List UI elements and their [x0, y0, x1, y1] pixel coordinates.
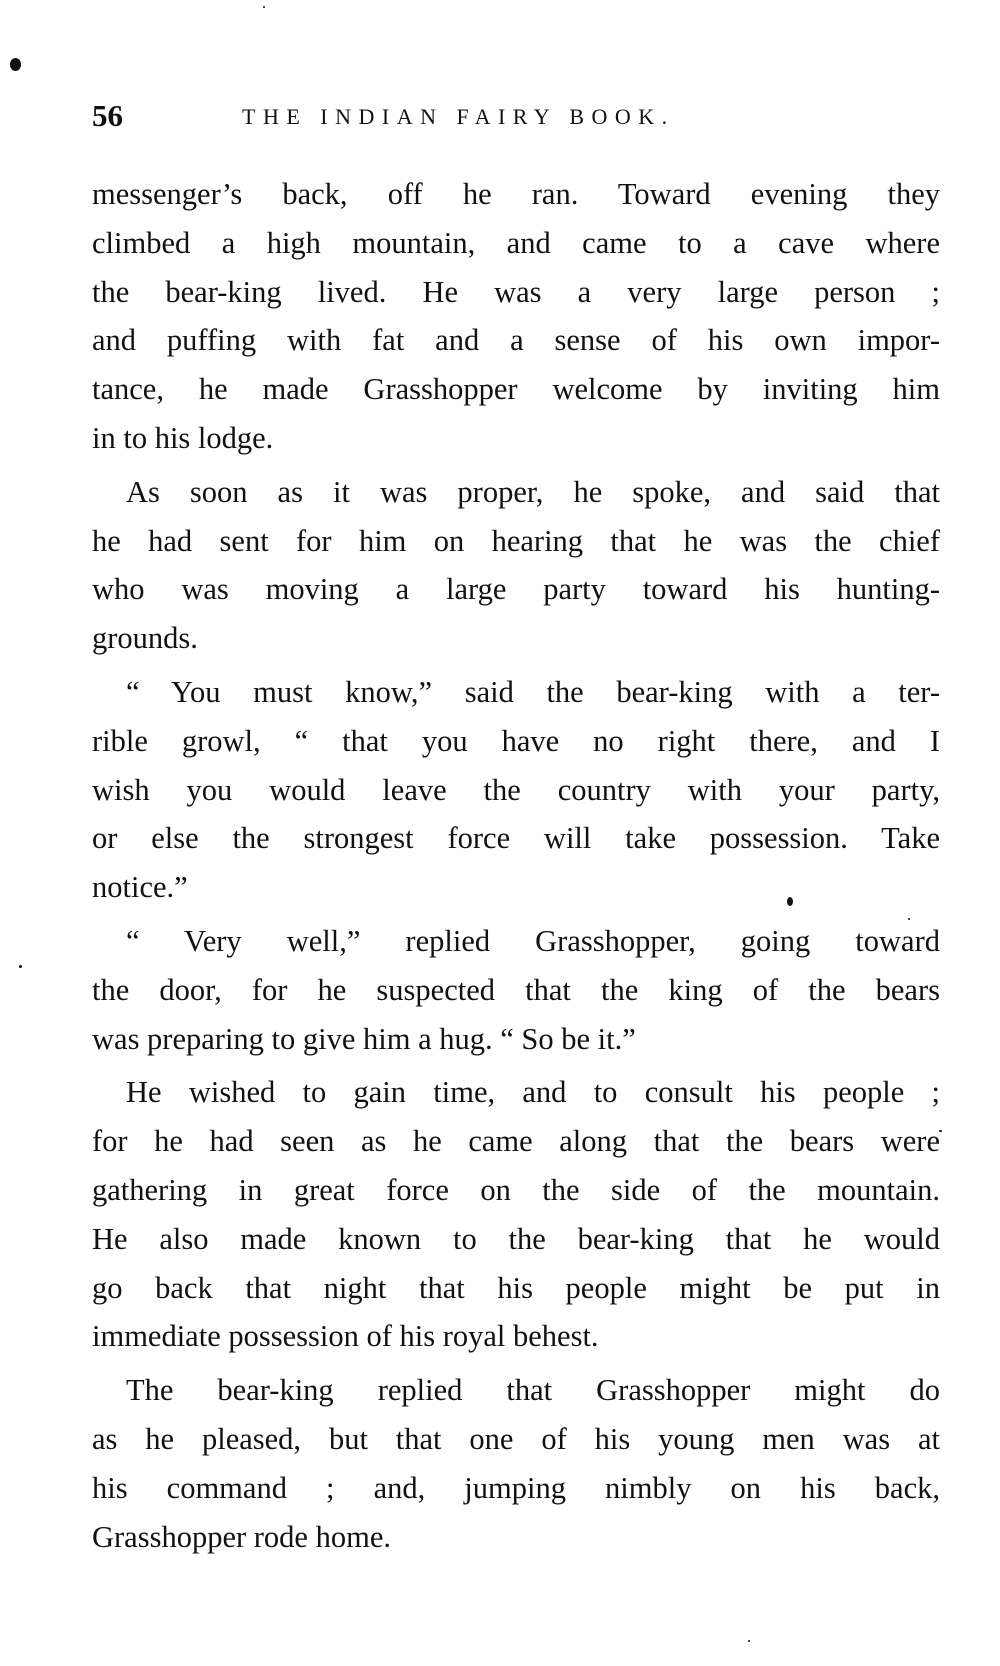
- page-header: [92, 96, 942, 136]
- text-line: Grasshopper rode home.: [92, 1519, 391, 1554]
- text-line: tance, he made Grasshopper welcome by inviting him: [92, 372, 940, 407]
- text-line: the bear-king lived. He was a very large person ;: [92, 274, 940, 309]
- text-line: the door, for he suspected that the king of the bears: [92, 972, 940, 1007]
- paragraph: [92, 1068, 940, 1361]
- ink-speck: [263, 6, 265, 8]
- text-line: “ You must know,” said the bear-king with a ter-: [126, 674, 940, 709]
- text-line: grounds.: [92, 621, 198, 656]
- text-line: The bear-king replied that Grasshopper might do: [126, 1373, 940, 1408]
- page-number: 56: [92, 98, 123, 133]
- ink-speck: [748, 1640, 750, 1642]
- paragraph: [92, 1366, 940, 1561]
- text-line: he had sent for him on hearing that he was the chief: [92, 523, 940, 558]
- text-line: or else the strongest force will take possession. Take: [92, 821, 940, 856]
- paragraph: [92, 917, 940, 1063]
- ink-speck: [19, 965, 22, 968]
- text-line: gathering in great force on the side of the mountain.: [92, 1172, 940, 1207]
- text-line: “ Very well,” replied Grasshopper, going toward: [126, 923, 940, 958]
- text-line: in to his lodge.: [92, 420, 274, 455]
- text-line: He also made known to the bear-king that he would: [92, 1221, 940, 1256]
- text-line: rible growl, “ that you have no right there, and I: [92, 723, 940, 758]
- paragraph: [92, 170, 940, 463]
- paragraph: [92, 468, 940, 663]
- text-line: his command ; and, jumping nimbly on his back,: [92, 1470, 940, 1505]
- body-text: [92, 170, 940, 1566]
- text-line: for he had seen as he came along that the bears were: [92, 1124, 940, 1159]
- text-line: notice.”: [92, 870, 188, 905]
- text-line: as he pleased, but that one of his young men was at: [92, 1421, 940, 1456]
- text-line: was preparing to give him a hug. “ So be it.”: [92, 1021, 636, 1056]
- ink-speck: [10, 58, 21, 71]
- text-line: messenger’s back, off he ran. Toward evening they: [92, 177, 940, 211]
- text-line: go back that night that his people might be put in: [92, 1270, 940, 1305]
- text-line: who was moving a large party toward his hunting-: [92, 572, 940, 607]
- text-line: As soon as it was proper, he spoke, and said that: [126, 474, 940, 509]
- text-line: He wished to gain time, and to consult his people ;: [126, 1075, 940, 1110]
- text-line: and puffing with fat and a sense of his own impor-: [92, 323, 940, 358]
- text-line: wish you would leave the country with your party,: [92, 772, 940, 807]
- paragraph: [92, 668, 940, 912]
- text-line: immediate possession of his royal behest.: [92, 1319, 599, 1354]
- text-line: climbed a high mountain, and came to a cave where: [92, 225, 940, 260]
- running-title: THE INDIAN FAIRY BOOK.: [242, 104, 675, 129]
